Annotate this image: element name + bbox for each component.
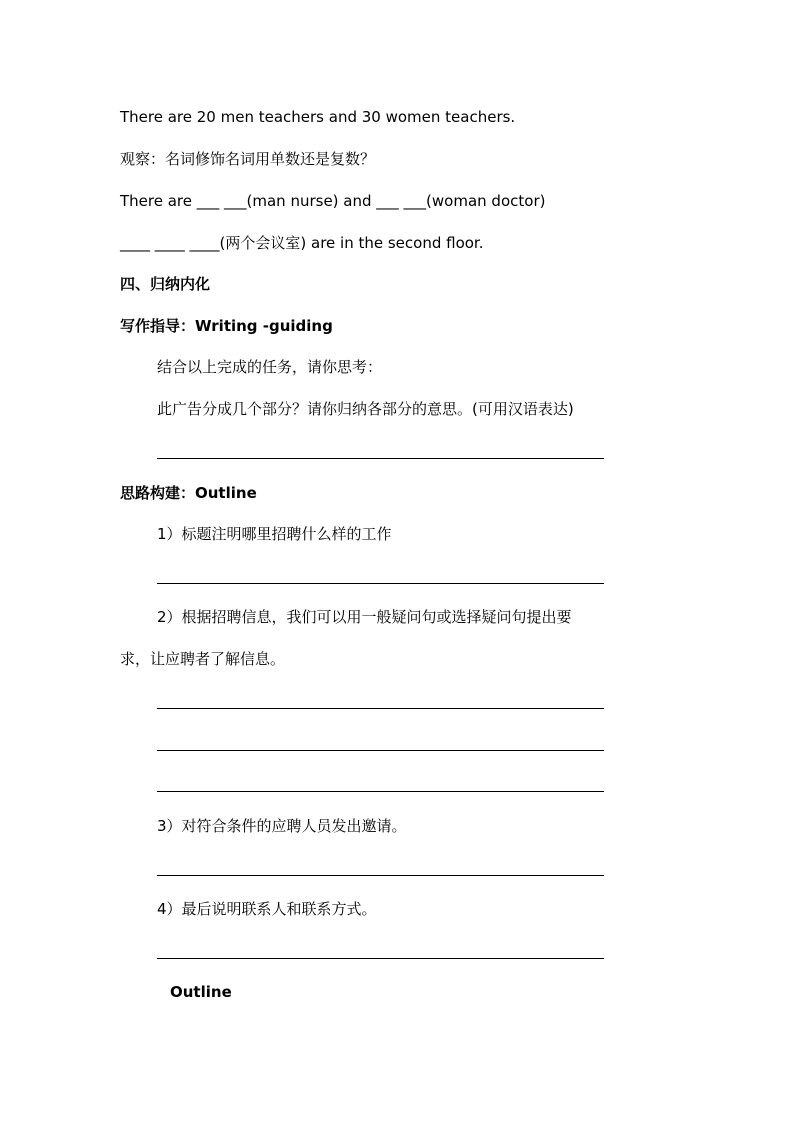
answer-blank-line (157, 791, 604, 792)
outline-step-2: 2）根据招聘信息，我们可以用一般疑问句或选择疑问句提出要 (157, 608, 572, 626)
answer-blank-line (157, 708, 604, 709)
answer-blank-line (157, 958, 604, 959)
exercise-line-2: ____ ____ ____(两个会议室) are in the second floor. (120, 234, 484, 252)
example-sentence: There are 20 men teachers and 30 women teachers. (120, 108, 516, 126)
exercise-line-1: There are ___ ___(man nurse) and ___ ___(woman doctor) (120, 192, 546, 210)
section-heading-summary: 四、归纳内化 (120, 275, 211, 293)
writing-guide-heading: 写作指导：Writing -guiding (120, 317, 333, 335)
answer-blank-line (157, 458, 604, 459)
outline-step-4: 4）最后说明联系人和联系方式。 (157, 900, 377, 918)
guide-prompt-2: 此广告分成几个部分？请你归纳各部分的意思。(可用汉语表达) (157, 400, 574, 418)
observation-prompt: 观察：名词修饰名词用单数还是复数？ (120, 150, 376, 168)
answer-blank-line (157, 583, 604, 584)
answer-blank-line (157, 750, 604, 751)
outline-label: Outline (170, 983, 232, 1001)
outline-step-3: 3）对符合条件的应聘人员发出邀请。 (157, 817, 407, 835)
outline-heading: 思路构建：Outline (120, 484, 257, 502)
outline-step-2-continued: 求，让应聘者了解信息。 (120, 650, 286, 668)
answer-blank-line (157, 875, 604, 876)
guide-prompt-1: 结合以上完成的任务，请你思考： (157, 358, 383, 376)
outline-step-1: 1）标题注明哪里招聘什么样的工作 (157, 525, 392, 543)
